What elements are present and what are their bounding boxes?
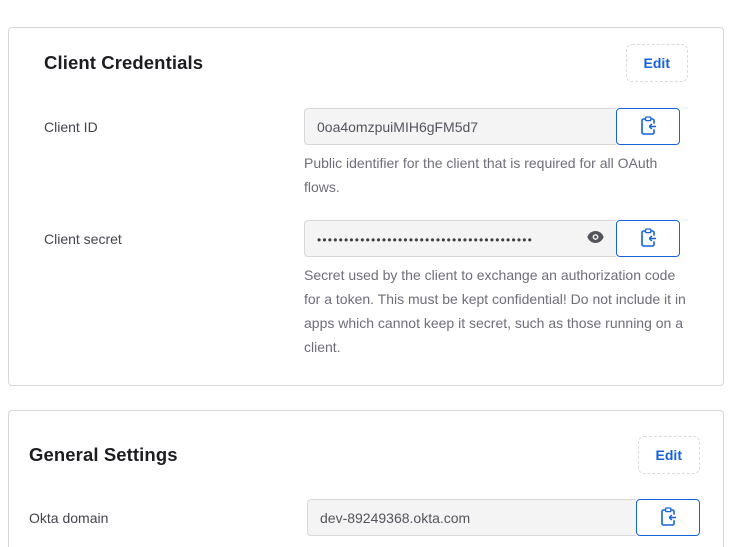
okta-domain-field[interactable] (307, 499, 636, 536)
client-secret-masked-value: •••••••••••••••••••••••••••••••••••••••• (317, 232, 534, 247)
eye-icon (587, 231, 604, 246)
copy-to-clipboard-icon (641, 228, 656, 250)
client-id-help-text: Public identifier for the client that is required for all OAuth flows. (304, 155, 658, 195)
okta-domain-label: Okta domain (29, 510, 109, 526)
client-secret-field[interactable] (304, 220, 616, 257)
client-secret-row (44, 220, 688, 359)
client-id-label: Client ID (44, 119, 98, 135)
client-id-row (44, 108, 688, 199)
client-secret-label: Client secret (44, 231, 122, 247)
client-credentials-title: Client Credentials (44, 52, 204, 73)
client-credentials-edit-button[interactable]: Edit (626, 44, 688, 82)
client-id-value: 0oa4omzpuiMIH6gFM5d7 (317, 118, 479, 135)
general-settings-title: General Settings (29, 444, 178, 465)
client-id-field[interactable] (304, 108, 616, 145)
client-credentials-header (44, 28, 688, 82)
client-credentials-card (8, 27, 724, 386)
client-secret-copy-button[interactable] (616, 220, 680, 257)
copy-to-clipboard-icon (661, 507, 676, 529)
okta-domain-value: dev-89249368.okta.com (320, 509, 471, 526)
okta-domain-row (29, 499, 700, 536)
client-id-copy-button[interactable] (616, 108, 680, 145)
general-settings-header (29, 411, 700, 474)
general-settings-card (8, 410, 724, 547)
okta-domain-copy-button[interactable] (636, 499, 700, 536)
general-settings-edit-button[interactable]: Edit (638, 436, 700, 474)
copy-to-clipboard-icon (641, 116, 656, 138)
client-secret-help-text: Secret used by the client to exchange an authorization code for a token. This must be kept confidential! Do not include it in apps which cannot keep it secret, such as those running on a client. (304, 267, 686, 355)
show-secret-button[interactable] (581, 231, 604, 246)
